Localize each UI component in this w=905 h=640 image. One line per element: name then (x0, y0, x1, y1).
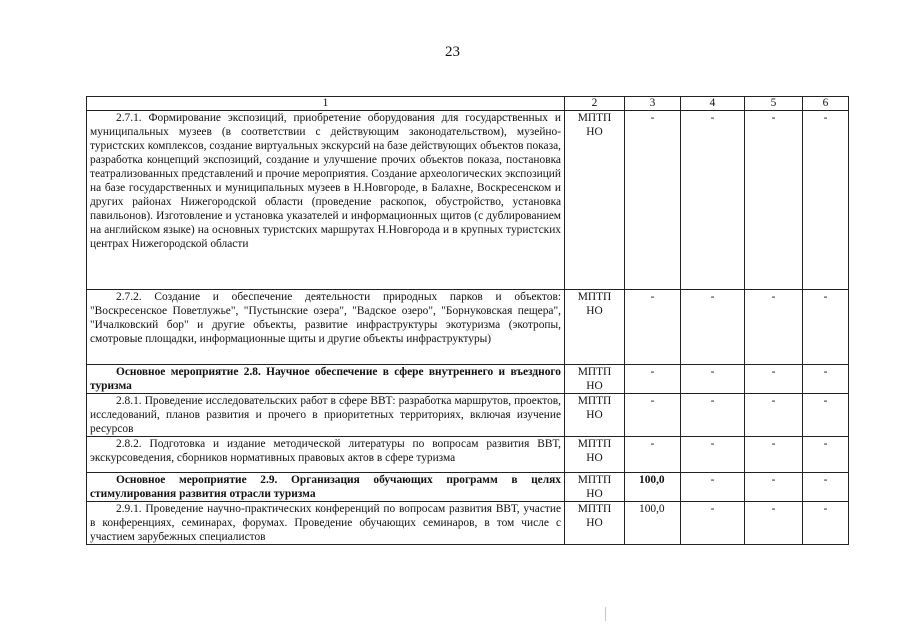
page-number: 23 (445, 44, 460, 60)
value-col-5: - (745, 437, 803, 473)
value-col-6: - (803, 111, 849, 290)
executor-line: НО (586, 380, 603, 392)
value-col-4: - (681, 290, 745, 365)
main-activity-description: Основное мероприятие 2.9. Организация обучающих программ в целях стимулирования развития отрасли туризма (87, 473, 565, 502)
table-row-main-activity (87, 365, 849, 394)
executor-line: МПТП (577, 366, 612, 378)
value-col-6: - (803, 290, 849, 365)
executor-line: НО (586, 409, 603, 421)
value-col-5: - (745, 473, 803, 502)
activity-description: 2.8.1. Проведение исследовательских работ в сфере ВВТ: разработка маршрутов, проектов, исследований, планов развития и прочего в приоритетных территориях, включая изучение ресурсов (87, 394, 565, 437)
value-col-6: - (803, 502, 849, 545)
executor-cell (565, 365, 625, 394)
executor-line: МПТП (577, 291, 612, 303)
header-col-5: 5 (745, 97, 803, 111)
executor-line: МПТП (577, 112, 612, 124)
value-col-5: - (745, 111, 803, 290)
activity-description: 2.9.1. Проведение научно-практических конференций по вопросам развития ВВТ, участие в конференциях, семинарах, форумах. Проведение обучающих семинаров, в том числе с участием зарубежных специалистов (87, 502, 565, 545)
value-col-4: - (681, 365, 745, 394)
main-activity-description: Основное мероприятие 2.8. Научное обеспечение в сфере внутреннего и въездного туризма (87, 365, 565, 394)
table-row (87, 111, 849, 290)
value-col-5: - (745, 365, 803, 394)
value-col-5: - (745, 394, 803, 437)
executor-line: НО (586, 305, 603, 317)
executor-cell (565, 437, 625, 473)
table-header-row (87, 97, 849, 111)
value-col-3: 100,0 (625, 473, 681, 502)
executor-line: НО (586, 452, 603, 464)
value-col-5: - (745, 290, 803, 365)
executor-cell (565, 502, 625, 545)
executor-line: НО (586, 126, 603, 138)
value-col-6: - (803, 394, 849, 437)
activity-description: 2.7.2. Создание и обеспечение деятельности природных парков и объектов: "Воскресенское Поветлужье", "Пустынские озера", "Вадское озеро", "Борнуковская пещера", "Ичалковский бор" и другие объекты, развитие инфраструктуры экотуризма (экотропы, смотровые площадки, информационные щиты и другие объекты инфраструктуры) (87, 290, 565, 365)
table-row (87, 290, 849, 365)
value-col-3: - (625, 290, 681, 365)
header-col-1: 1 (87, 97, 565, 111)
executor-line: МПТП (577, 474, 612, 486)
header-col-4: 4 (681, 97, 745, 111)
header-col-3: 3 (625, 97, 681, 111)
executor-cell (565, 473, 625, 502)
value-col-3: 100,0 (625, 502, 681, 545)
value-col-5: - (745, 502, 803, 545)
header-col-6: 6 (803, 97, 849, 111)
value-col-3: - (625, 437, 681, 473)
value-col-6: - (803, 365, 849, 394)
activity-description: 2.7.1. Формирование экспозиций, приобретение оборудования для государственных и муниципальных музеев (в соответствии с действующим законодательством), музейно-туристских комплексов, создание виртуальных экскурсий на базе действующих объектов показа, разработка концепций экспозиций, создание и улучшение прочих объектов показа, постановка театрализованных представлений и прочие мероприятия. Создание археологических экспозиций на базе государственных и муниципальных музеев в Н.Новгороде, в Балахне, Воскресенском и других районах Нижегородской области (проведение раскопок, обустройство, установка павильонов). Изготовление и установка указателей и информационных щитов (с дублированием на английском языке) на основных туристских маршрутах Н.Новгорода и в крупных туристских центрах Нижегородской области (87, 111, 565, 290)
executor-line: МПТП (577, 395, 612, 407)
executor-line: МПТП (577, 503, 612, 515)
table-row (87, 394, 849, 437)
value-col-4: - (681, 111, 745, 290)
value-col-6: - (803, 473, 849, 502)
value-col-3: - (625, 365, 681, 394)
value-col-6: - (803, 437, 849, 473)
table-row (87, 437, 849, 473)
executor-line: МПТП (577, 438, 612, 450)
scan-artifact (605, 607, 606, 621)
table-row (87, 502, 849, 545)
executor-cell (565, 290, 625, 365)
executor-line: НО (586, 517, 603, 529)
activity-description: 2.8.2. Подготовка и издание методической литературы по вопросам развития ВВТ, экскурсоведения, сборников нормативных правовых актов в сфере туризма (87, 437, 565, 473)
table-row-main-activity (87, 473, 849, 502)
value-col-4: - (681, 437, 745, 473)
executor-line: НО (586, 488, 603, 500)
header-col-2: 2 (565, 97, 625, 111)
value-col-4: - (681, 502, 745, 545)
value-col-3: - (625, 111, 681, 290)
value-col-4: - (681, 473, 745, 502)
value-col-3: - (625, 394, 681, 437)
executor-cell (565, 111, 625, 290)
value-col-4: - (681, 394, 745, 437)
executor-cell (565, 394, 625, 437)
program-activities-table (86, 96, 849, 545)
